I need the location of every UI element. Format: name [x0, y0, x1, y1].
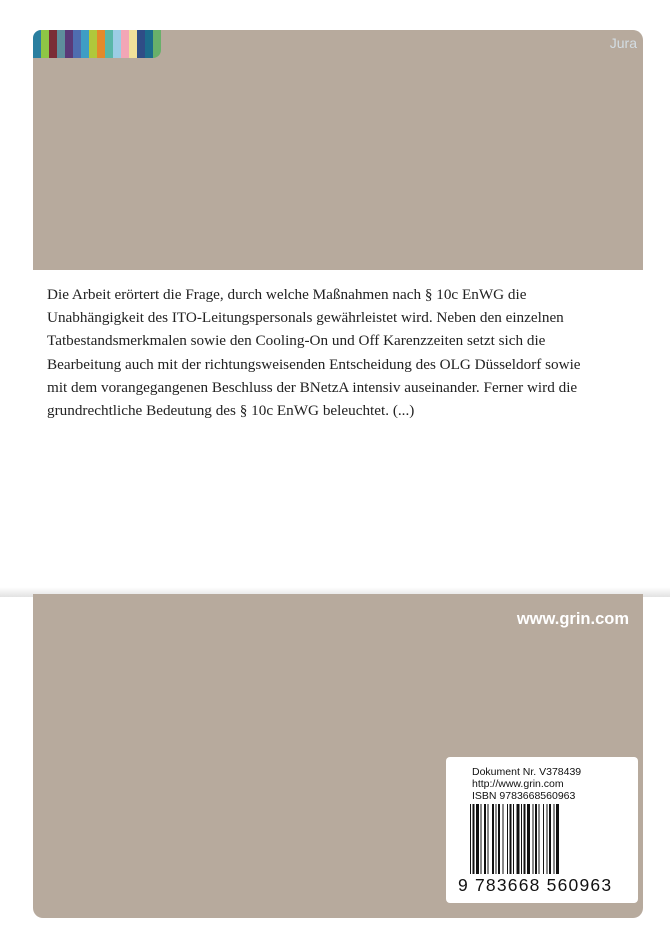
cover-top-panel — [33, 30, 643, 270]
barcode-bar — [496, 804, 497, 874]
color-stripe — [129, 30, 137, 58]
publisher-url: http://www.grin.com — [472, 778, 564, 790]
color-stripe — [73, 30, 81, 58]
barcode-digits: 9 783668 560963 — [458, 875, 613, 895]
barcode-bar — [488, 804, 489, 874]
barcode-bar — [533, 804, 534, 874]
barcode-bar — [521, 804, 522, 874]
barcode-bar — [517, 804, 520, 874]
barcode-bar — [473, 804, 475, 874]
barcode-bar — [492, 804, 494, 874]
color-stripe — [49, 30, 57, 58]
barcode-bar — [503, 804, 504, 874]
color-stripe — [145, 30, 153, 58]
barcode-bar — [524, 804, 526, 874]
isbn-number: ISBN 9783668560963 — [472, 790, 576, 802]
category-label: Jura — [609, 35, 637, 51]
publisher-website: www.grin.com — [516, 610, 629, 628]
barcode-bar — [513, 804, 514, 874]
color-stripe — [81, 30, 89, 58]
barcode — [470, 804, 616, 874]
document-number: Dokument Nr. V378439 — [472, 766, 582, 778]
barcode-bar — [510, 804, 512, 874]
barcode-bar — [470, 804, 471, 874]
color-stripe — [89, 30, 97, 58]
barcode-bar — [484, 804, 486, 874]
color-stripe — [137, 30, 145, 58]
barcode-bar — [481, 804, 482, 874]
barcode-bar — [554, 804, 555, 874]
book-description: Die Arbeit erörtert die Frage, durch welche Maßnahmen nach § 10c EnWG die Unabhängigkeit des ITO-Leitungspersonals gewährleistet wird. Neben den einzelnen Tatbestandsmerkmalen sowie den Cooling-On und Off Karenzzeiten setzt sich die Bearbeitung auch mit der richtungsweisenden Entscheidung des OLG Düsseldorf sowie mit dem vorangegangenen Beschluss der BNetzA intensiv auseinander. Ferner wird die grundrechtliche Bedeutung des § 10c EnWG beleuchtet. (...) — [47, 286, 581, 420]
color-stripe — [105, 30, 113, 58]
color-stripe — [113, 30, 121, 58]
color-stripe — [121, 30, 129, 58]
barcode-bar — [476, 804, 479, 874]
barcode-bar — [543, 804, 544, 874]
color-stripes — [33, 30, 161, 58]
cover-bottom-panel — [33, 594, 643, 918]
color-stripe — [65, 30, 73, 58]
barcode-bar — [556, 804, 559, 874]
color-stripe — [97, 30, 105, 58]
isbn-info-box — [446, 757, 638, 903]
color-stripe — [153, 30, 161, 58]
barcode-bar — [527, 804, 530, 874]
barcode-bar — [547, 804, 548, 874]
barcode-bar — [498, 804, 500, 874]
barcode-bar — [535, 804, 537, 874]
barcode-bar — [539, 804, 540, 874]
barcode-bar — [549, 804, 551, 874]
color-stripe — [57, 30, 65, 58]
barcode-bar — [507, 804, 508, 874]
color-stripe — [41, 30, 49, 58]
color-stripe — [33, 30, 41, 58]
